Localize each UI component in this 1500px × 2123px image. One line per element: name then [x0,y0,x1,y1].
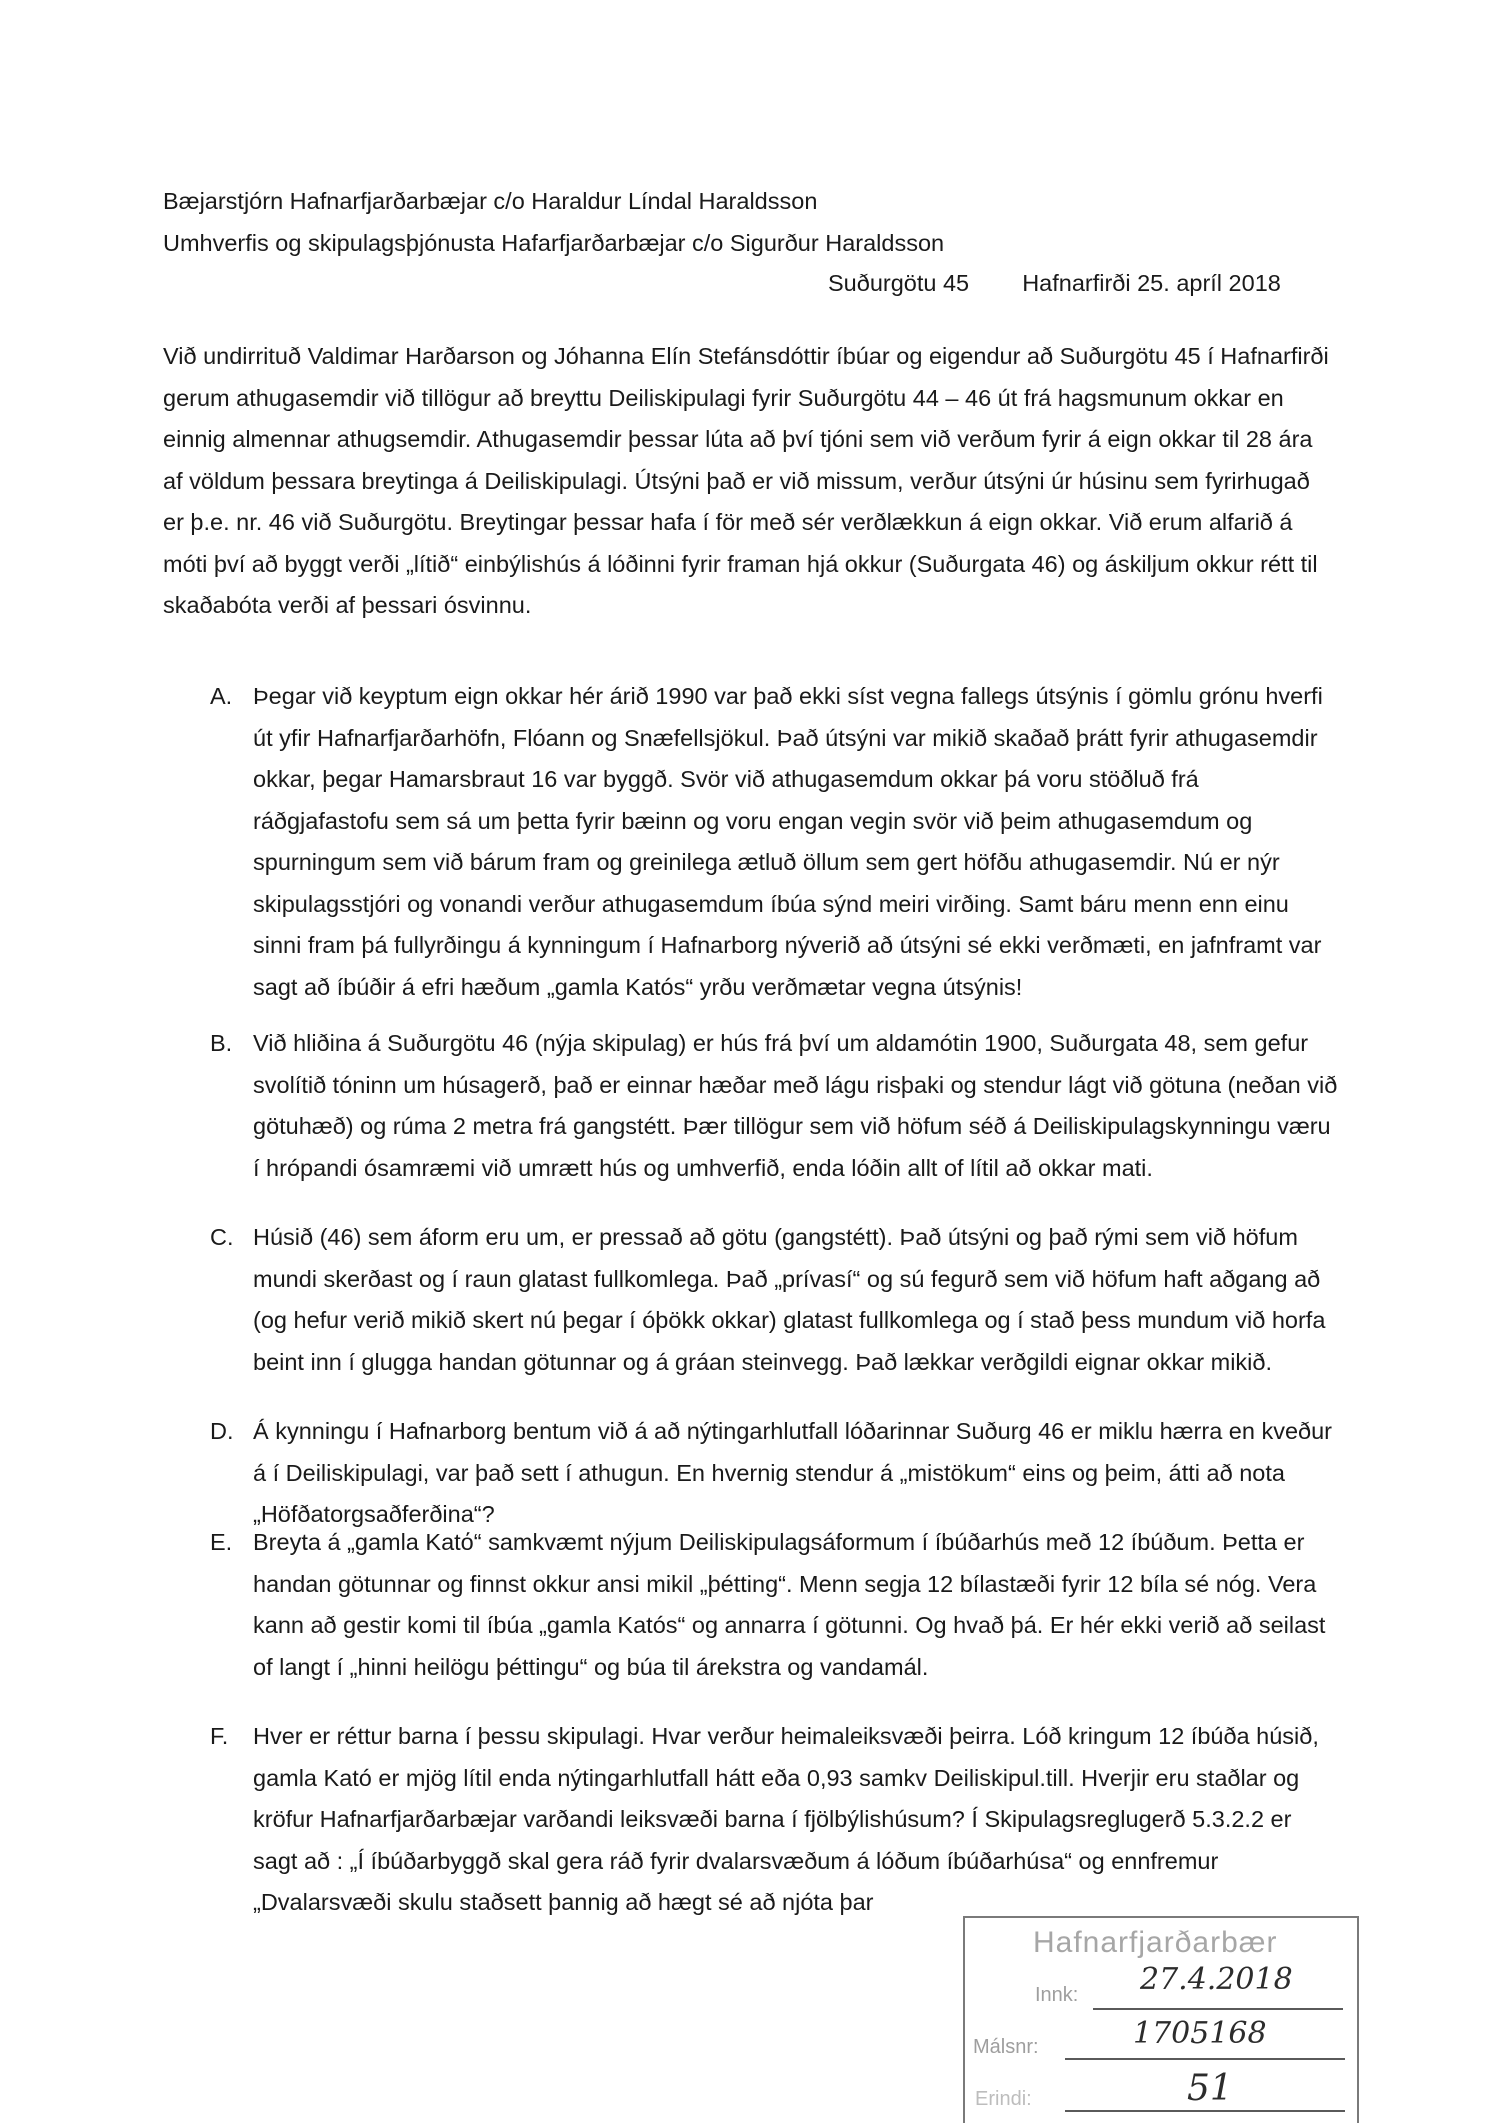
stamp-received-rule [1093,2008,1343,2010]
stamp-received-label: Innk: [1035,1984,1079,2006]
stamp-received-date: 27.4.2018 [1140,1962,1293,1997]
intro-paragraph: Við undirrituð Valdimar Harðarson og Jóhanna Elín Stefánsdóttir íbúar og eigendur að Suðurgötu 45 í Hafnarfirði gerum athugasemdir við tillögur að breyttu Deiliskipulagi fyrir Suðurgötu 44 – 46 út frá hagsmunum okkar en einnig almennar athugsemdir. Athugasemdir þessar lúta að því tjóni sem við verðum fyrir á eign okkar til 28 ára af völdum þessara breytinga á Deiliskipulagi. Útsýni það er við missum, verður útsýni úr húsinu sem fyrirhugað er þ.e. nr. 46 við Suðurgötu. Breytingar þessar hafa í för með sér verðlækkun á eign okkar. Við erum alfarið á móti því að byggt verði „lítið“ einbýlishús á lóðinni fyrir framan hjá okkur (Suðurgata 46) og áskiljum okkur rétt til skaðabóta verði af þessari ósvinnu. [163,343,1329,618]
received-stamp [963,1916,1359,2123]
place-date: Hafnarfirði 25. apríl 2018 [1022,270,1281,296]
stamp-item-rule [1065,2110,1345,2112]
list-item-label: E. [210,1529,233,1555]
sender-dateline [828,268,1281,298]
stamp-item-label: Erindi: [975,2088,1032,2110]
stamp-case-rule [1065,2058,1345,2060]
list-item-text: Hver er réttur barna í þessu skipulagi. Hvar verður heimaleiksvæði þeirra. Lóð kringum 12 íbúða húsið, gamla Kató er mjög lítil enda nýtingarhlutfall hátt eða 0,93 samkv Deiliskipul.till. Hverjir eru staðlar og kröfur Hafnarfjarðarbæjar varðandi leiksvæði barna í fjölbýlishúsum? Í Skipulagsreglugerð 5.3.2.2 er sagt að : „Í íbúðarbyggð skal gera ráð fyrir dvalarsvæðum á lóðum íbúðarhúsa“ og ennfremur „Dvalarsvæði skulu staðsett þannig að hægt sé að njóta þar [253,1723,1319,1915]
list-item-label: C. [210,1224,234,1250]
stamp-organization: Hafnarfjarðarbær [1033,1926,1278,1959]
list-item-label: F. [210,1723,229,1749]
list-item-label: B. [210,1030,233,1056]
list-item-label: A. [210,683,233,709]
list-item-label: D. [210,1418,234,1444]
list-item-text: Þegar við keyptum eign okkar hér árið 1990 var það ekki síst vegna fallegs útsýnis í gömlu grónu hverfi út yfir Hafnarfjarðarhöfn, Flóann og Snæfellsjökul. Það útsýni var mikið skaðað þrátt fyrir athugasemdir okkar, þegar Hamarsbraut 16 var byggð. Svör við athugasemdum okkar þá voru stöðluð frá ráðgjafastofu sem sá um þetta fyrir bæinn og voru engan vegin svör við þeim athugasemdum og spurningum sem við bárum fram og greinilega ætluð öllum sem gert höfðu athugasemdir. Nú er nýr skipulagsstjóri og vonandi verður athugasemdum íbúa sýnd meiri virðing. Samt báru menn enn einu sinni fram þá fullyrðingu á kynningum í Hafnarborg nýverið að útsýni sé ekki verðmæti, en jafnframt var sagt að íbúðir á efri hæðum „gamla Katós“ yrðu verðmætar vegna útsýnis! [253,683,1323,1000]
list-item-text: Húsið (46) sem áform eru um, er pressað að götu (gangstétt). Það útsýni og það rými sem við höfum mundi skerðast og í raun glatast fullkomlega. Það „prívasí“ og sú fegurð sem við höfum haft aðgang að (og hefur verið mikið skert nú þegar í óþökk okkar) glatast fullkomlega og í stað þess mundum við horfa beint inn í glugga handan götunnar og á gráan steinvegg. Það lækkar verðgildi eignar okkar mikið. [253,1224,1326,1375]
recipient-line-1: Bæjarstjórn Hafnarfjarðarbæjar c/o Haraldur Líndal Haraldsson [163,188,818,214]
stamp-item-number: 51 [1187,2068,1233,2109]
stamp-case-number: 1705168 [1133,2016,1267,2051]
list-item-text: Við hliðina á Suðurgötu 46 (nýja skipulag) er hús frá því um aldamótin 1900, Suðurgata 48, sem gefur svolítið tóninn um húsagerð, það er einnar hæðar með lágu risþaki og stendur lágt við götuna (neðan við götuhæð) og rúma 2 metra frá gangstétt. Þær tillögur sem við höfum séð á Deiliskipulagskynningu væru í hrópandi ósamræmi við umrætt hús og umhverfið, enda lóðin allt of lítil að okkar mati. [253,1030,1338,1181]
sender-address: Suðurgötu 45 [828,270,970,296]
recipient-line-2: Umhverfis og skipulagsþjónusta Hafarfjarðarbæjar c/o Sigurður Haraldsson [163,230,945,256]
list-item-text: Á kynningu í Hafnarborg bentum við á að nýtingarhlutfall lóðarinnar Suðurg 46 er miklu hærra en kveður á í Deiliskipulagi, var það sett í athugun. En hvernig stendur á „mistökum“ eins og þeim, átti að nota „Höfðatorgsaðferðina“? [253,1418,1332,1527]
stamp-case-label: Málsnr: [973,2036,1039,2058]
list-item-text: Breyta á „gamla Katό“ samkvæmt nýjum Deiliskipulagsáformum í íbúðarhús með 12 íbúðum. Þetta er handan götunnar og finnst okkur ansi mikil „þétting“. Menn segja 12 bílastæði fyrir 12 bíla sé nóg. Vera kann að gestir komi til íbúa „gamla Katós“ og annarra í götunni. Og hvað þá. Er hér ekki verið að seilast of langt í „hinni heilögu þéttingu“ og búa til árekstra og vandamál. [253,1529,1326,1680]
